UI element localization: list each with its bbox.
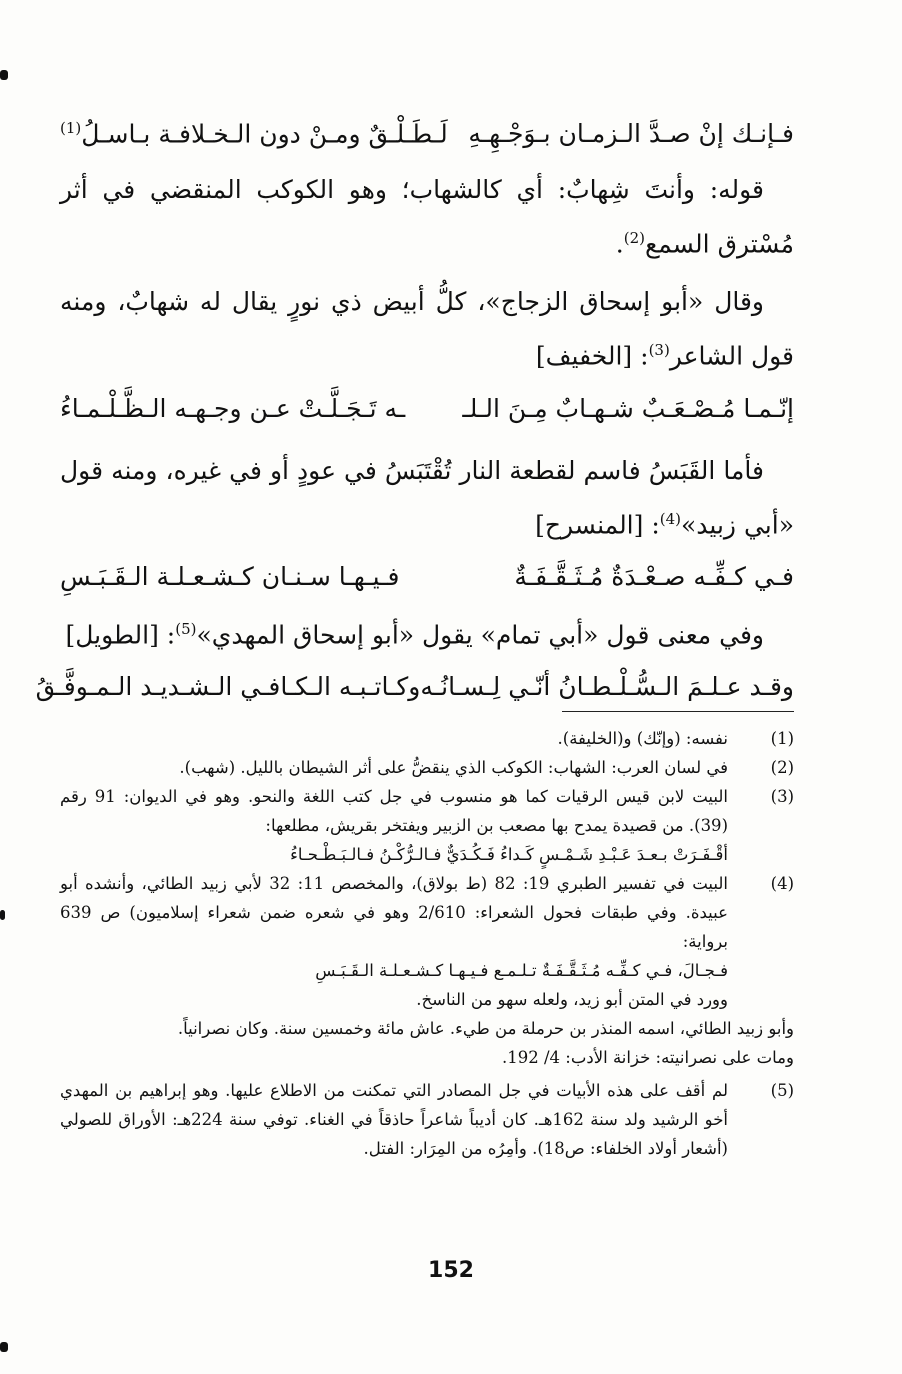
verse-line-3 (60, 549, 794, 605)
footnote-text: نفسه: (وإنّك) و(الخليفة). (557, 729, 728, 748)
paragraph-4-end: : [الطويل] (65, 620, 176, 650)
footnote-number: (5) (770, 1081, 794, 1100)
paragraph-1-end: . (615, 229, 624, 259)
verse-hemistich-left-text: لَـطَـلْـقٌ ومـنْ دون الـخـلافـة بـاسـلُ (81, 119, 448, 149)
verse-line-1 (60, 100, 794, 156)
paragraph-4 (60, 605, 794, 659)
paragraph-3-text: فأما القَبَسُ فاسم لقطعة النار تُقْتَبَسُ في عودٍ أو في غيره، ومنه قول «أبي زبيد» (60, 455, 794, 539)
footnote-4-verse (60, 956, 728, 985)
verse-hemistich-right: فـإنـك إنْ صـدَّ الـزمـان بـوَجْـهِـهِ (468, 119, 794, 149)
footnote-ref: (1) (60, 119, 82, 137)
footnote-text: البيت لابن قيس الرقيات كما هو منسوب في جل كتب اللغة والنحو. وهو في الديوان: 91 رقم (39). من قصيدة يمدح بها مصعب بن الزبير ويفتخر بقريش، مطلعها: (60, 787, 728, 835)
paragraph-4-text: وفي معنى قول «أبي تمام» يقول «أبو إسحاق المهدي» (196, 620, 764, 650)
scan-mark-top (0, 70, 8, 80)
paragraph-2 (60, 278, 794, 380)
footnote-text: البيت في تفسير الطبري 19: 82 (ط بولاق)، والمخصص 11: 32 لأبي زبيد الطائي، وأنشده أبو عبيدة. وفي طبقات فحول الشعراء: 2/610 وهو في شعره ضمن شعراء إسلاميون) ص 639 برواية: (60, 874, 728, 951)
footnote-4-line: وأبو زبيد الطائي، اسمه المنذر بن حرملة من طيء. عاش مائة وخمسين سنة. وكان نصرانياً. (177, 1019, 794, 1038)
verse-line-2 (60, 381, 794, 437)
verse-hemistich-left: فَـكُـدَيٌّ فـالـرُّكْـنُ فـالـبَـطْـحـاءُ (290, 845, 495, 864)
verse-hemistich-left (60, 100, 448, 162)
footnote-3-verse (60, 840, 728, 869)
verse-hemistich-right: فـجـالَ، فـي كـفِّـه مُـثَـقَّـفَـةٌ (541, 961, 728, 980)
verse-hemistich-right: أقْـفَـرَتْ بـعـدَ عَـبْـدِ شَـمْـسٍ كَـداءُ (500, 845, 728, 864)
footnote-separator (562, 711, 794, 712)
verse-hemistich-left: ـه تَـجَـلَّـتْ عـن وجـهـه الـظَّـلْـمـاءُ (60, 393, 406, 423)
footnote-ref: (5) (175, 619, 197, 638)
verse-hemistich-left: تـلـمـع فـيـهـا كـشـعـلـة الـقَـبَـسِ (315, 961, 537, 980)
footnote-ref: (2) (623, 229, 645, 247)
footnote-4-line: ومات على نصرانيته: خزانة الأدب: 4/ 192. (501, 1048, 794, 1067)
footnote-4-verse-wrap (60, 956, 728, 1014)
footnote-4-line: وورد في المتن أبو زيد، ولعله سهو من الناسخ. (416, 990, 728, 1009)
paragraph-3 (60, 447, 794, 549)
footnote-2 (60, 753, 794, 782)
verse-hemistich-left: وكـاتـبـه الـكـافـي الـشـديـد الـمـوفَّـقُ (35, 672, 421, 702)
verse-hemistich-right: وقـد عـلـمَ الـسُّـلْـطـانُ أنّـي لِـسـانُـه (420, 672, 794, 702)
footnote-3-verse-wrap (60, 840, 728, 869)
footnote-text: في لسان العرب: الشهاب: الكوكب الذي ينقضُّ على أثر الشيطان بالليل. (شهب). (179, 758, 728, 777)
verse-hemistich-right: فـي كـفِّـه صـعْـدَةٌ مُـثَـقَّـفَـةٌ (514, 561, 794, 591)
paragraph-2-text: وقال «أبو إسحاق الزجاج»، كلُّ أبيض ذي نورٍ يقال له شهابٌ، ومنه قول الشاعر (60, 287, 794, 371)
paragraph-2-end: : [الخفيف] (535, 341, 649, 371)
footnote-number: (3) (770, 787, 794, 806)
main-text (35, 100, 794, 715)
footnote-1 (60, 724, 794, 753)
footnote-4 (60, 869, 794, 956)
footnote-ref: (4) (659, 509, 682, 528)
scan-mark-bottom (0, 1342, 8, 1352)
verse-hemistich-left: فـيـهـا سـنـان كـشـعـلـة الـقَـبَـسِ (60, 561, 400, 591)
footnote-ref: (3) (648, 341, 670, 360)
footnote-5 (60, 1076, 794, 1163)
paragraph-1-text: قوله: وأنتَ شِهابٌ: أي كالشهاب؛ وهو الكوكب المنقضي في أثر مُسْترق السمع (60, 175, 794, 259)
scan-mark-middle (0, 910, 5, 920)
paragraph-1 (60, 166, 794, 268)
footnotes (60, 724, 794, 1163)
paragraph-3-end: : [المنسرح] (535, 509, 660, 539)
footnote-number: (4) (770, 874, 794, 893)
verse-hemistich-right: إنّـمـا مُـصْـعَـبٌ شـهـابٌ مِـنَ الـلـ (462, 393, 794, 423)
footnote-text: لم أقف على هذه الأبيات في جل المصادر التي تمكنت من الاطلاع عليها. وهو إبراهيم بن المهدي أخو الرشيد ولد سنة 162هـ. كان أديباً شاعراً حاذقاً في الغناء. توفي سنة 224هـ: الأوراق للصولي (أشعار أولاد الخلفاء: ص18). وأمِرُه من المِرَار: الفتل. (60, 1081, 728, 1158)
footnote-3 (60, 782, 794, 840)
page-number: 152 (428, 1258, 474, 1283)
footnote-number: (1) (770, 729, 794, 748)
verse-line-4 (35, 659, 794, 715)
footnote-number: (2) (770, 758, 794, 777)
